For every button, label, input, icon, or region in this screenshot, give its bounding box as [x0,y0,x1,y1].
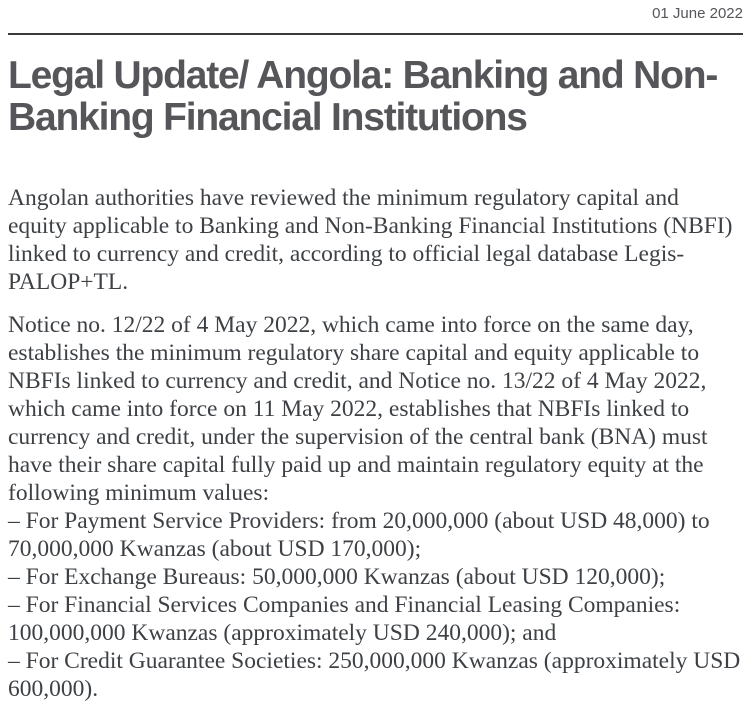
notice-item-financial-services: – For Financial Services Companies and Financial Leasing Companies: 100,000,000 Kwanzas (approximately USD 240,000); and [8,592,681,647]
document-date: 01 June 2022 [652,5,743,22]
notice-item-credit-guarantee: – For Credit Guarantee Societies: 250,000,000 Kwanzas (approximately USD 600,000). [8,648,741,703]
header-divider [8,33,743,35]
notice-item-exchange-bureaus: – For Exchange Bureaus: 50,000,000 Kwanzas (about USD 120,000); [8,564,666,591]
document-page [0,5,751,703]
notice-item-payment-providers: – For Payment Service Providers: from 20,000,000 (about USD 48,000) to 70,000,000 Kwanzas (about USD 170,000); [8,508,710,563]
article-paragraph-intro: Angolan authorities have reviewed the minimum regulatory capital and equity applicable to Banking and Non-Banking Financial Institutions (NBFI) linked to currency and credit, according to official legal database Legis-PALOP+TL. [8,185,733,296]
article-title: Legal Update/ Angola: Banking and Non-Banking Financial Institutions [8,54,718,139]
document-header [8,5,743,23]
article-paragraph-notice: Notice no. 12/22 of 4 May 2022, which came into force on the same day, establishes the minimum regulatory share capital and equity applicable to NBFIs linked to currency and credit, and Notice no. 13/22 of 4 May 2022, which came into force on 11 May 2022, establishes that NBFIs linked to currency and credit, under the supervision of the central bank (BNA) must have their share capital fully paid up and maintain regulatory equity at the following minimum values: [8,312,708,507]
